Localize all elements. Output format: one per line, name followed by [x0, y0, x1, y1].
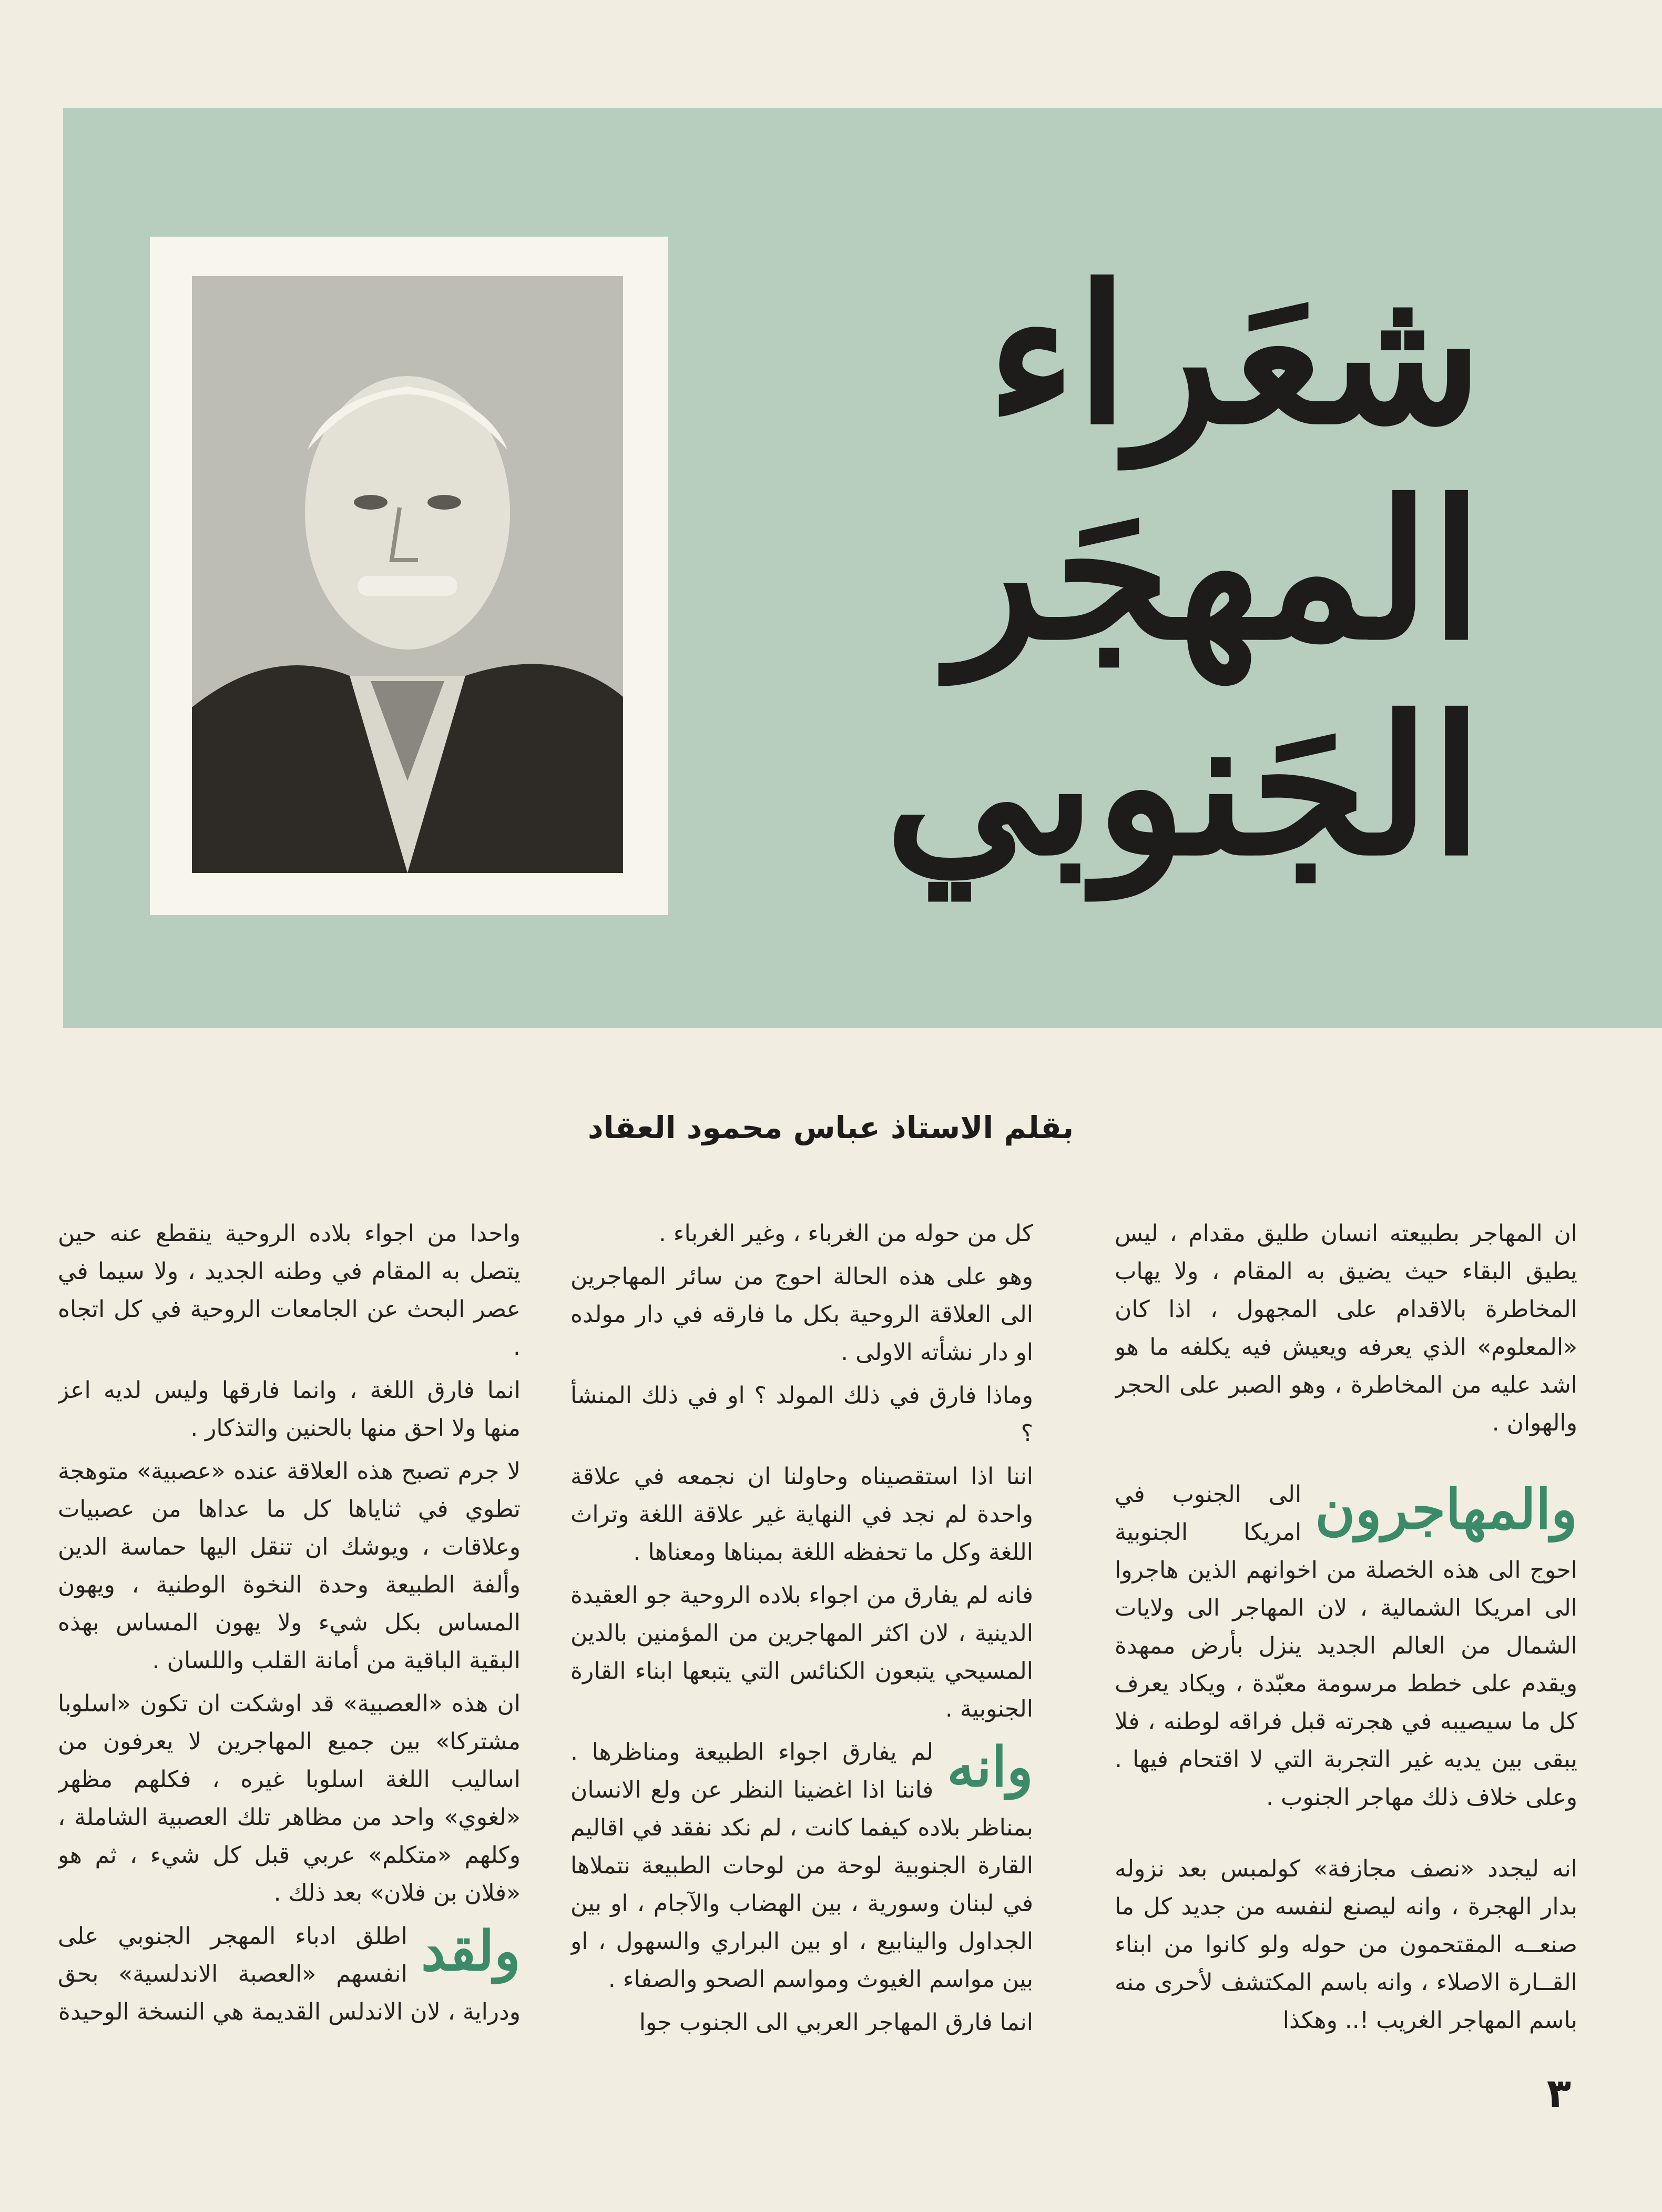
- paragraph: وهو على هذه الحالة احوج من سائر المهاجرين الى العلاقة الروحية بكل ما فارقه في دار مولده او دار نشأته الاولى .: [570, 1263, 1033, 1366]
- paragraph: لا جرم تصبح هذه العلاقة عنده «عصبية» متوهجة تطوي في ثناياها كل ما عداها من عصبيات وعلاقات ، ويوشك ان تنقل اليها حماسة الدين وألفة الطبيعة وحدة النخوة الوطنية ، ويهون المساس بكل شيء ولا يهون المساس بهذه البقية الباقية من أمانة القلب واللسان .: [58, 1458, 521, 1674]
- paragraph: واحدا من اجواء بلاده الروحية ينقطع عنه حين يتصل به المقام في وطنه الجديد ، ولا سيما في عصر البحث عن الجامعات الروحية في كل اتجاه .: [58, 1220, 521, 1361]
- portrait-image: [192, 276, 623, 873]
- paragraph: كل من حوله من الغرباء ، وغير الغرباء .: [658, 1220, 1033, 1247]
- text-column-left: [58, 1215, 521, 2035]
- text-column-middle: [570, 1215, 1033, 2035]
- paragraph: [570, 1733, 1033, 1998]
- text-column-right: [1115, 1215, 1577, 2035]
- author-byline: بقلم الاستاذ عباس محمود العقاد: [587, 1110, 1074, 1145]
- title-line-3: الجَنوبي: [885, 675, 1483, 897]
- paragraph: [58, 1917, 521, 2031]
- paragraph-text: اطلق ادباء المهجر الجنوبي على انفسهم «العصبة الاندلسية» بحق ودراية ، لان الاندلس القديمة هي النسخة الوحيدة: [58, 1923, 521, 2025]
- paragraph-text: الى الجنوب في امريكا الجنوبية احوج الى هذه الخصلة من اخوانهم الذين هاجروا الى امريكا الشمالية ، لان المهاجر الى ولايات الشمال من العالم الجديد ينزل بأرض ممهدة ويقدم على خطط مرسومة معبّدة ، ويكاد يعرف كل ما سيصيبه في هجرته قبل فراقه لوطنه ، فلا يبقى بين يديه غير التجربة التي لا اقتحام فيها . وعلى خلاف ذلك مهاجر الجنوب .: [1115, 1481, 1577, 1811]
- lead-word: ولقد: [421, 1919, 521, 1983]
- paragraph: انما فارق المهاجر العربي الى الجنوب جوا: [639, 2009, 1033, 2035]
- paragraph-text: لم يفارق اجواء الطبيعة ومناظرها . فاننا اذا اغضينا النظر عن ولع الانسان بمناظر بلاده كيفما كانت ، لم نكد نفقد في اقاليم القارة الجنوبية لوحة من لوحات الطبيعة نتملاها في لبنان وسورية ، بين الهضاب والآجام ، او بين الجداول والينابيع ، او بين البراري والسهول ، او بين مواسم الغيوث ومواسم الصحو والصفاء .: [570, 1739, 1033, 1993]
- article-title: [726, 243, 1483, 905]
- lead-word: والمهاجرون: [1315, 1477, 1577, 1541]
- paragraph: انه ليجدد «نصف مجازفة» كولمبس بعد نزوله بدار الهجرة ، وانه ليصنع لنفسه من جديد كل ما صنعــه المقتحمون من حوله ولو كانوا من ابناء القــارة الاصلاء ، وانه باسم المكتشف لأحرى منه باسم المهاجر الغريب !.. وهكذا: [1115, 1855, 1577, 2034]
- paragraph: فانه لم يفارق من اجواء بلاده الروحية جو العقيدة الدينية ، لان اكثر المهاجرين من المؤمنين بالدين المسيحي يتبعون الكنائس التي يتبعها ابناء القارة الجنوبية .: [570, 1582, 1033, 1722]
- lead-word: وانه: [947, 1734, 1033, 1799]
- author-portrait: [192, 276, 623, 873]
- paragraph: [1115, 1476, 1577, 1817]
- page-number: ٣: [1546, 2069, 1572, 2116]
- title-line-2: المهجَر: [949, 459, 1483, 682]
- paragraph: وماذا فارق في ذلك المولد ؟ او في ذلك المنشأ ؟: [570, 1382, 1033, 1447]
- paragraph: ان المهاجر بطبيعته انسان طليق مقدام ، ليس يطيق البقاء حيث يضيق به المقام ، ولا يهاب المخاطرة بالاقدام على المجهول ، اذا كان «المعلوم» الذي يعرفه ويعيش فيه يكلفه ما هو اشد عليه من المخاطرة ، وهو الصبر على الحجر والهوان .: [1115, 1220, 1577, 1436]
- paragraph: انما فارق اللغة ، وانما فارقها وليس لديه اعز منها ولا احق منها بالحنين والتذكار .: [58, 1377, 521, 1442]
- paragraph: اننا اذا استقصيناه وحاولنا ان نجمعه في علاقة واحدة لم نجد في النهاية غير علاقة اللغة وتراث اللغة وكل ما تحفظه اللغة بمبناها ومعناها .: [570, 1463, 1033, 1566]
- title-line-1: شعَراء: [986, 243, 1483, 466]
- paragraph: ان هذه «العصبية» قد اوشكت ان تكون «اسلوبا مشتركا» بين جميع المهاجرين لا يعرفون من اساليب اللغة اسلوبا غيره ، فكلهم مظهر «لغوي» واحد من مظاهر تلك العصبية الشاملة ، وكلهم «متكلم» عربي قبل كل شيء ، ثم هو «فلان بن فلان» بعد ذلك .: [58, 1690, 521, 1906]
